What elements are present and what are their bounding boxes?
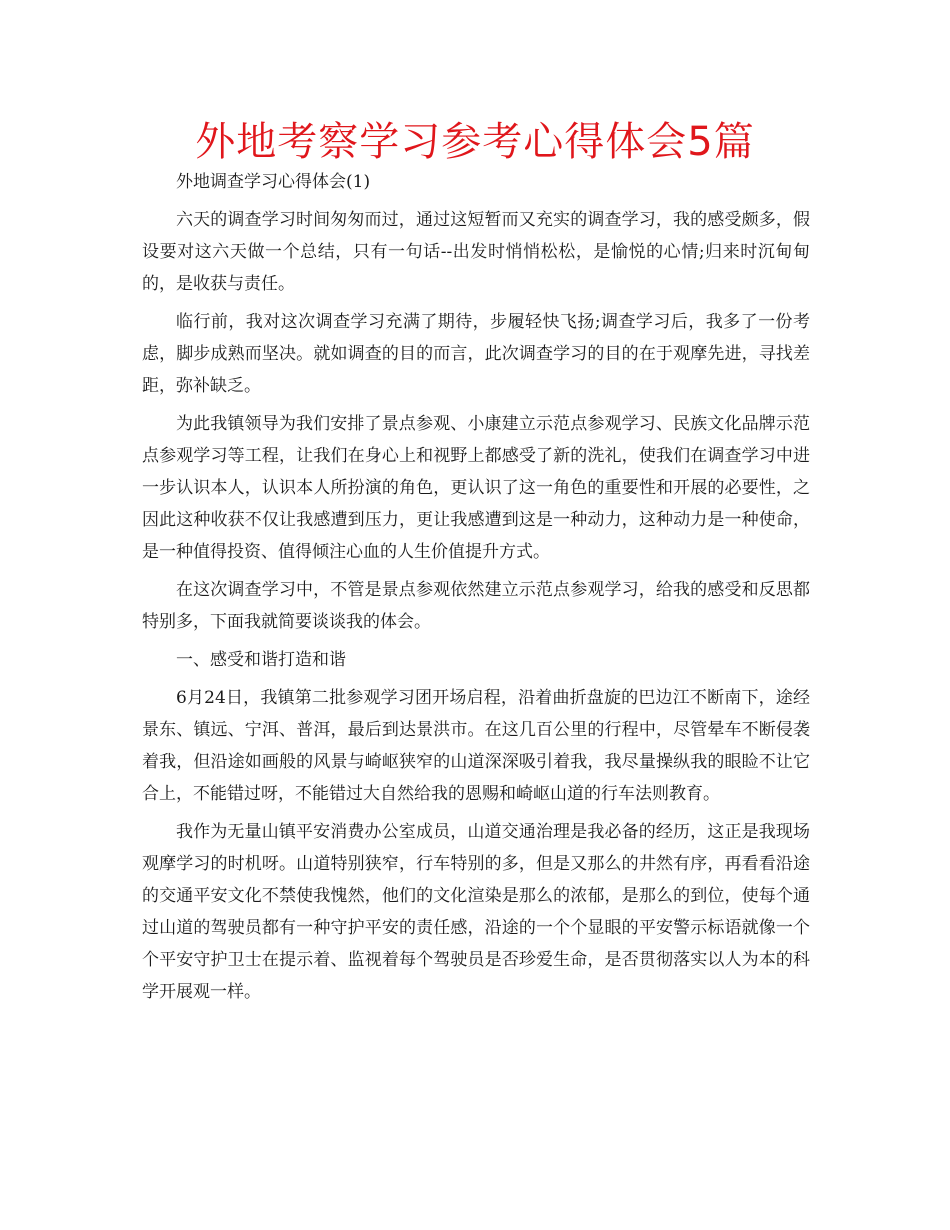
document-title: 外地考察学习参考心得体会5篇 bbox=[195, 119, 755, 165]
paragraph: 我作为无量山镇平安消费办公室成员，山道交通治理是我必备的经历，这正是我现场观摩学习的时机呀。山道特别狭窄，行车特别的多，但是又那么的井然有序，再看看沿途的交通平安文化不禁使我愧然，他们的文化渲染是那么的浓郁，是那么的到位，使每个通过山道的驾驶员都有一种守护平安的责任感，沿途的一个个显眼的平安警示标语就像一个个平安守护卫士在提示着、监视着每个驾驶员是否珍爱生命，是否贯彻落实以人为本的科学开展观一样。 bbox=[142, 822, 810, 1002]
subsection-heading: 一、感受和谐打造和谐 bbox=[176, 650, 346, 670]
paragraph: 六天的调查学习时间匆匆而过，通过这短暂而又充实的调查学习，我的感受颇多，假设要对这六天做一个总结，只有一句话--出发时悄悄松松，是愉悦的心情;归来时沉甸甸的，是收获与责任。 bbox=[142, 210, 810, 294]
paragraph: 6月24日，我镇第二批参观学习团开场启程，沿着曲折盘旋的巴边江不断南下，途经景东、镇远、宁洱、普洱，最后到达景洪市。在这几百公里的行程中，尽管晕车不断侵袭着我，但沿途如画般的风景与崎岖狭窄的山道深深吸引着我，我尽量操纵我的眼睑不让它合上，不能错过呀，不能错过大自然给我的恩赐和崎岖山道的行车法则教育。 bbox=[142, 688, 810, 804]
paragraph: 为此我镇领导为我们安排了景点参观、小康建立示范点参观学习、民族文化品牌示范点参观学习等工程，让我们在身心上和视野上都感受了新的洗礼，使我们在调查学习中进一步认识本人，认识本人所扮演的角色，更认识了这一角色的重要性和开展的必要性，之因此这种收获不仅让我感遭到压力，更让我感遭到这是一种动力，这种动力是一种使命，是一种值得投资、值得倾注心血的人生价值提升方式。 bbox=[142, 414, 810, 562]
document-body bbox=[142, 166, 810, 1014]
paragraph: 在这次调查学习中，不管是景点参观依然建立示范点参观学习，给我的感受和反思都特别多，下面我就简要谈谈我的体会。 bbox=[142, 580, 810, 632]
paragraph: 临行前，我对这次调查学习充满了期待，步履轻快飞扬;调查学习后，我多了一份考虑，脚步成熟而坚决。就如调查的目的而言，此次调查学习的目的在于观摩先进，寻找差距，弥补缺乏。 bbox=[142, 312, 810, 396]
section-heading: 外地调查学习心得体会(1) bbox=[176, 172, 371, 192]
